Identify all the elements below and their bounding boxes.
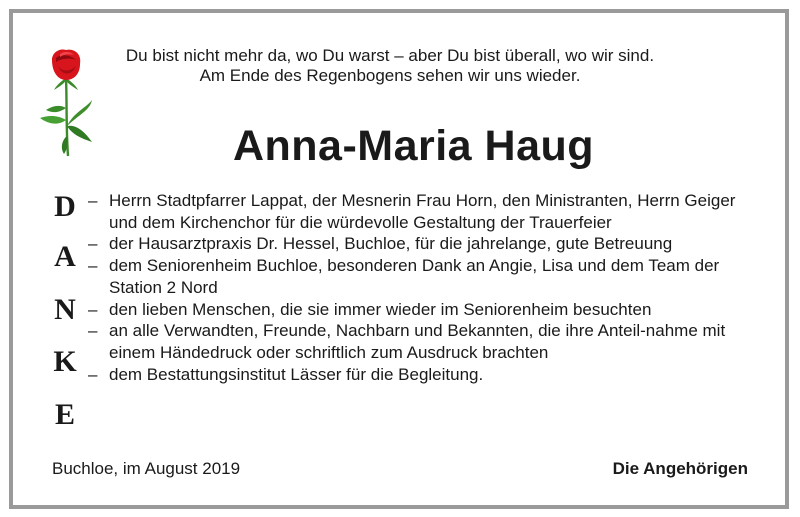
danke-letter: D [54, 190, 76, 223]
dash: – [88, 256, 98, 276]
thanks-text: dem Bestattungsinstitut Lässer für die Begleitung. [109, 364, 484, 384]
red-rose-icon [30, 48, 100, 158]
signature: Die Angehörigen [612, 459, 748, 478]
thanks-item [88, 190, 768, 233]
thanks-text: Herrn Stadtpfarrer Lappat, der Mesnerin Frau Horn, den Ministranten, Herrn Geiger und dem Kirchenchor für die würdevolle Gestaltung der Trauerfeier [109, 191, 736, 232]
thanks-text: den lieben Menschen, die sie immer wieder im Seniorenheim besuchten [109, 299, 652, 319]
deceased-name: Anna-Maria Haug [232, 122, 595, 170]
motto [100, 46, 680, 86]
motto-line-2: Am Ende des Regenbogens sehen wir uns wieder. [199, 66, 581, 85]
danke-letter: E [54, 398, 75, 431]
thanks-text: an alle Verwandten, Freunde, Nachbarn und Bekannten, die ihre Anteil-nahme mit einem Händedruck oder schriftlich zum Ausdruck brachten [109, 321, 726, 362]
motto-line-1: Du bist nicht mehr da, wo Du warst – aber Du bist überall, wo wir sind. [125, 46, 655, 65]
dash: – [88, 364, 98, 384]
danke-letter: N [54, 293, 76, 326]
thanks-list [88, 190, 768, 385]
dash: – [88, 191, 98, 210]
place-date: Buchloe, im August 2019 [52, 459, 241, 478]
danke-letter: K [53, 345, 77, 378]
thanks-text: der Hausarztpraxis Dr. Hessel, Buchloe, für die jahrelange, gute Betreuung [109, 234, 673, 254]
thanks-item [88, 364, 768, 386]
dash: – [88, 299, 98, 319]
dash: – [88, 321, 98, 341]
dash: – [88, 234, 98, 254]
thanks-text: dem Seniorenheim Buchloe, besonderen Dank an Angie, Lisa und dem Team der Station 2 Nord [109, 256, 720, 297]
danke-letter: A [54, 240, 76, 273]
thanks-item [88, 299, 768, 321]
thanks-item [88, 255, 768, 298]
thanks-item [88, 320, 768, 363]
thanks-item [88, 233, 768, 255]
